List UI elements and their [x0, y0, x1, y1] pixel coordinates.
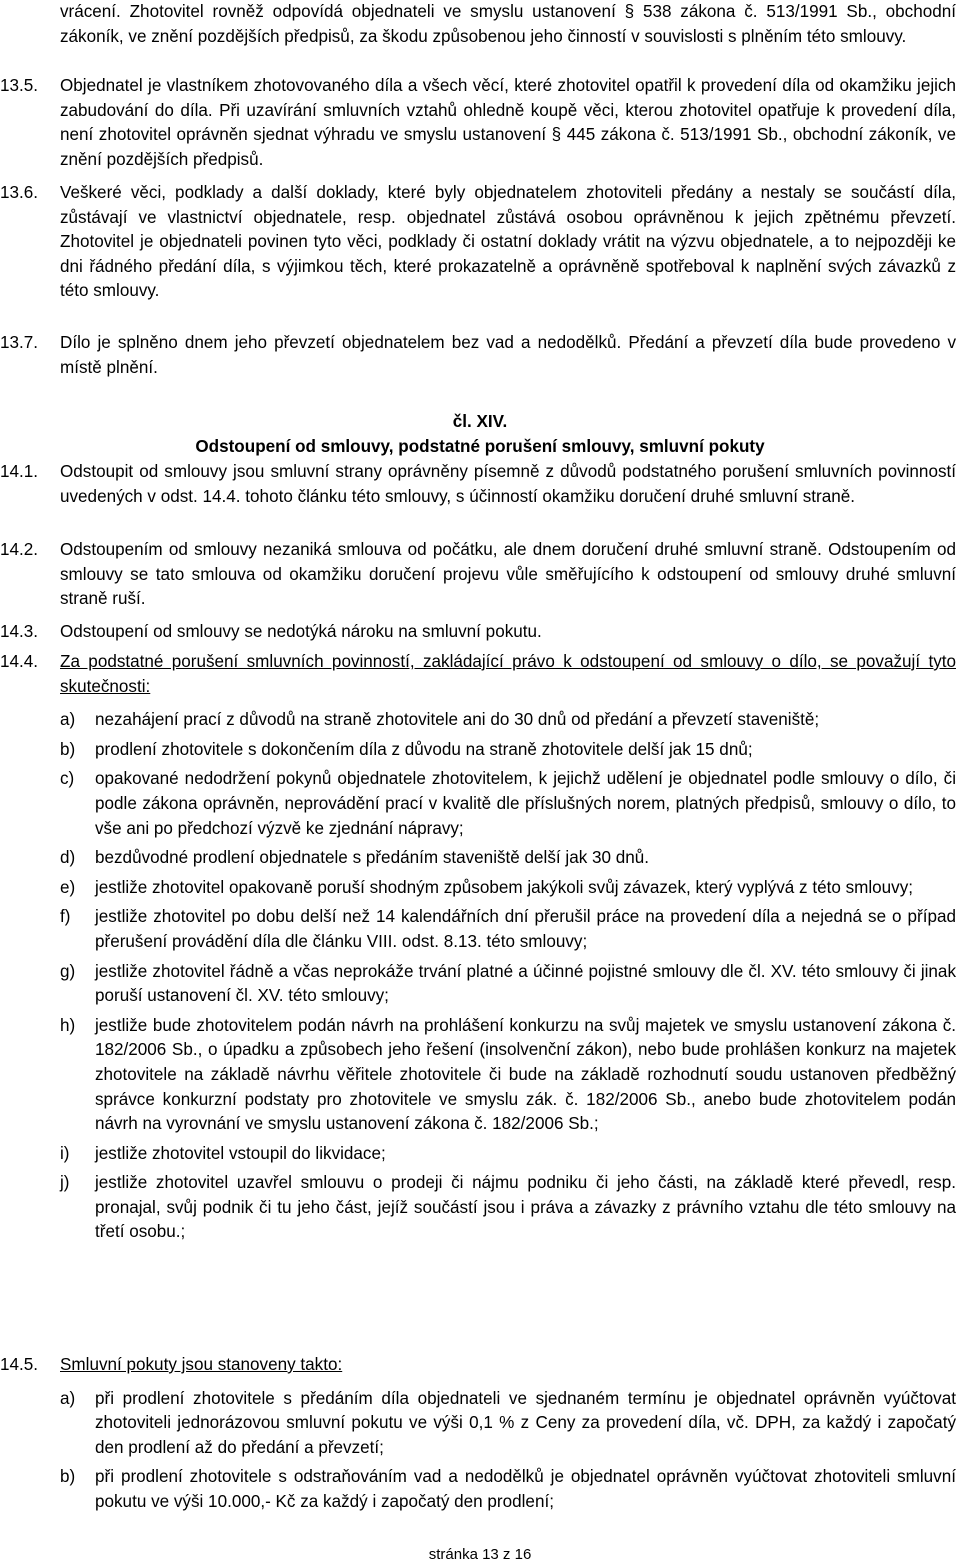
paragraph-text: Odstoupením od smlouvy nezaniká smlouva od počátku, ale dnem doručení druhé smluvní straně. Odstoupením od smlouvy se tato smlouva od okamžiku doručení projevu vůle směřujícího k odstoupení od smlouvy druhé smluvní straně ruší. [60, 540, 956, 609]
item-label: b) [60, 739, 76, 759]
list-item [60, 1465, 956, 1514]
item-text: opakované nedodržení pokynů objednatele zhotovitelem, k jejichž udělení je objednatel podle smlouvy o dílo, či podle zákona oprávněn, neprovádění prací v kvalitě dle příslušných norem, platných předpisů, smlouvy o dílo, to vše ani po předchozí výzvě ke zjednání nápravy; [95, 769, 956, 838]
paragraph-13-4-continuation [60, 0, 956, 49]
item-text: jestliže zhotovitel řádně a včas neprokáže trvání platné a účinné pojistné smlouvy dle čl. XV. této smlouvy či jinak poruší ustanovení čl. XV. této smlouvy; [95, 961, 956, 1006]
item-label: f) [60, 907, 71, 927]
paragraph-13-6 [0, 181, 956, 304]
paragraph-text: Veškeré věci, podklady a další doklady, které byly objednatelem zhotoviteli předány a nestaly se součástí díla, zůstávají ve vlastnictví objednatele, resp. objednatel zůstává osobou oprávněnou k jejich zpětnému převzetí. Zhotovitel je objednateli povinen tyto věci, podklady či ostatní doklady vrátit na výzvu objednatele, a to nejpozději ke dni řádného předání díla, s výjimkou těch, které prokazatelně a oprávněně spotřeboval k naplnění svých závazků z této smlouvy. [60, 183, 956, 301]
item-label: c) [60, 769, 75, 789]
paragraph-intro: Smluvní pokuty jsou stanoveny takto: [60, 1355, 343, 1374]
item-label: a) [60, 710, 76, 730]
section-number: 14.4. [0, 652, 39, 671]
paragraph-14-3 [0, 620, 956, 645]
item-label: a) [60, 1388, 76, 1408]
paragraph-14-4 [0, 650, 956, 1250]
list-item [60, 1014, 956, 1137]
item-text: jestliže zhotovitel uzavřel smlouvu o prodeji či nájmu podniku či jeho části, na základě které převedl, resp. pronajal, svůj podnik či tu jeho část, jejíž součástí jsou i práva a závazky z právního vztahu dle této smlouvy na třetí osobu.; [95, 1173, 956, 1242]
paragraph-14-2 [0, 538, 956, 612]
item-text: bezdůvodné prodlení objednatele s předáním staveniště delší jak 30 dnů. [95, 848, 650, 868]
section-number: 13.6. [0, 183, 39, 202]
article-number: čl. XIV. [452, 412, 508, 431]
list-item [60, 960, 956, 1009]
paragraph-text: Odstoupit od smlouvy jsou smluvní strany oprávněny písemně z důvodů podstatného porušení smluvních povinností uvedených v odst. 14.4. tohoto článku této smlouvy, s účinností okamžiku doručení druhé smluvní straně. [60, 462, 956, 506]
penalty-list [60, 1387, 956, 1515]
list-item [60, 1387, 956, 1461]
section-number: 14.2. [0, 540, 39, 559]
item-label: e) [60, 877, 76, 897]
section-number: 14.1. [0, 462, 39, 481]
page-footer: stránka 13 z 16 [428, 1546, 532, 1563]
paragraph-intro: Za podstatné porušení smluvních povinností, zakládající právo k odstoupení od smlouvy o dílo, se považují tyto skutečnosti: [60, 652, 956, 696]
paragraph-13-5 [0, 74, 956, 172]
item-text: jestliže zhotovitel vstoupil do likvidace; [95, 1143, 386, 1163]
item-text: při prodlení zhotovitele s předáním díla objednateli ve sjednaném termínu je objednatel oprávněn vyúčtovat zhotoviteli jednorázovou smluvní pokutu ve výši 0,1 % z Ceny za provedení díla, vč. DPH, za každý i započatý den prodlení až do předání a převzetí; [95, 1388, 956, 1457]
item-label: h) [60, 1015, 76, 1035]
list-item [60, 767, 956, 841]
list-item [60, 1142, 956, 1167]
item-label: d) [60, 848, 76, 868]
section-number: 13.7. [0, 333, 39, 352]
list-item [60, 1171, 956, 1245]
item-text: jestliže bude zhotovitelem podán návrh na prohlášení konkurzu na svůj majetek ve smyslu ustanovení zákona č. 182/2006 Sb., o úpadku a způsobech jeho řešení (insolvenční zákon), nebo bude prohlášen konkurz na majetek zhotovitele na základě návrhu věřitele zhotovitele či bude na základě rozhodnutí soudu ustanoven předběžný správce konkurzní podstaty pro zhotovitele ve smyslu zák. č. 182/2006 Sb., anebo bude zhotovitelem podán návrh na vyrovnání ve smyslu ustanovení zákona č. 182/2006 Sb.; [95, 1015, 956, 1134]
section-number: 14.5. [0, 1355, 39, 1374]
item-text: jestliže zhotovitel po dobu delší než 14 kalendářních dní přerušil práce na provedení díla a nejedná se o případ přerušení provádění díla dle článku VIII. odst. 8.13. této smlouvy; [95, 907, 956, 951]
item-label: j) [60, 1173, 70, 1193]
list-item [60, 708, 956, 733]
section-number: 13.5. [0, 76, 39, 95]
article-title: Odstoupení od smlouvy, podstatné porušení smlouvy, smluvní pokuty [195, 437, 765, 456]
list-item [60, 876, 956, 901]
item-text: nezahájení prací z důvodů na straně zhotovitele ani do 30 dnů od předání a převzetí staveniště; [95, 710, 820, 730]
paragraph-text: Objednatel je vlastníkem zhotovovaného díla a všech věcí, které zhotovitel opatřil k provedení díla od okamžiku jejich zabudování do díla. Při uzavírání smluvních vztahů ohledně koupě věci, kterou zhotovitel opatřuje k provedení díla, není zhotovitel oprávněn sjednat výhradu ve smyslu ustanovení § 445 zákona č. 513/1991 Sb., obchodní zákoník, ve znění pozdějších předpisů. [60, 76, 956, 169]
paragraph-14-1 [0, 460, 956, 509]
breach-list [60, 708, 956, 1245]
section-number: 14.3. [0, 622, 39, 641]
list-item [60, 846, 956, 871]
paragraph-13-7 [0, 331, 956, 380]
item-text: jestliže zhotovitel opakovaně poruší shodným způsobem jakýkoli svůj závazek, který vyplývá z této smlouvy; [95, 877, 914, 897]
item-label: b) [60, 1467, 76, 1487]
paragraph-text: Odstoupení od smlouvy se nedotýká nároku na smluvní pokutu. [60, 622, 542, 641]
item-label: g) [60, 961, 76, 981]
paragraph-text: Dílo je splněno dnem jeho převzetí objednatelem bez vad a nedodělků. Předání a převzetí díla bude provedeno v místě plnění. [60, 333, 956, 377]
paragraph-14-5 [0, 1353, 956, 1520]
list-item [60, 738, 956, 763]
item-text: prodlení zhotovitele s dokončením díla z důvodu na straně zhotovitele delší jak 15 dnů; [95, 739, 753, 759]
list-item [60, 905, 956, 954]
item-label: i) [60, 1143, 70, 1163]
paragraph-text: vrácení. Zhotovitel rovněž odpovídá objednateli ve smyslu ustanovení § 538 zákona č. 513/1991 Sb., obchodní zákoník, ve znění pozdějších předpisů, za škodu způsobenou jeho činností v souvislosti s plněním této smlouvy. [60, 2, 956, 46]
item-text: při prodlení zhotovitele s odstraňováním vad a nedodělků je objednatel oprávněn vyúčtovat zhotoviteli smluvní pokutu ve výši 10.000,- Kč za každý i započatý den prodlení; [95, 1467, 956, 1511]
